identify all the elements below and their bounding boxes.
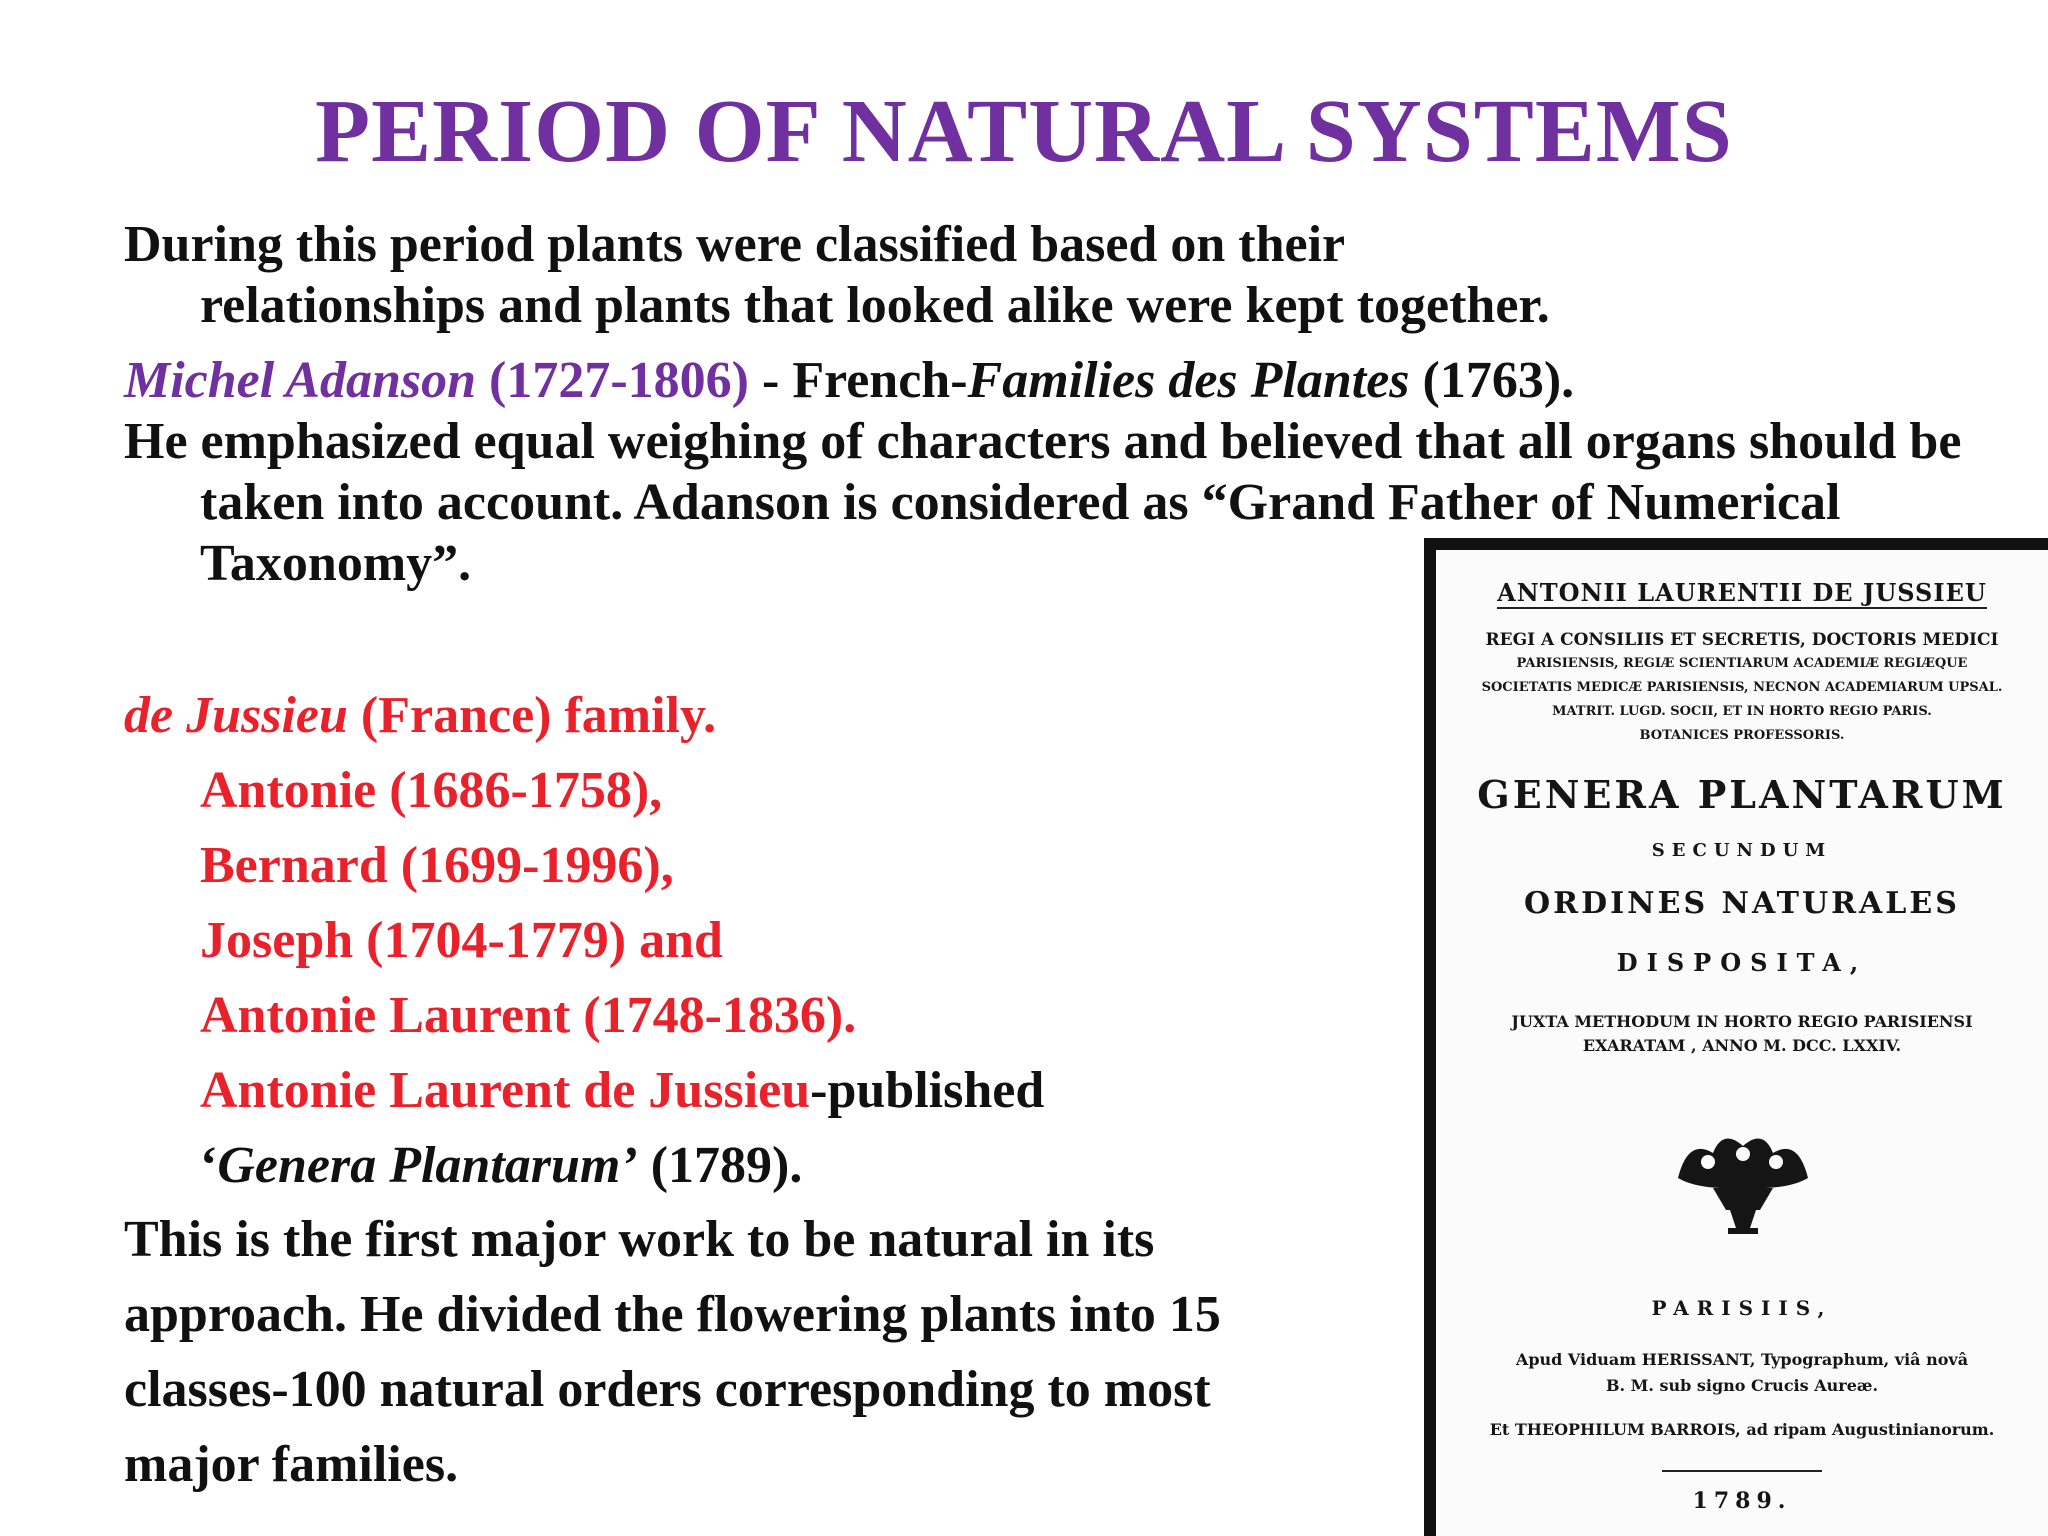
intro-paragraph <box>124 214 2024 336</box>
quote-open: ‘ <box>200 1137 218 1194</box>
genera-plantarum-title-page-image <box>1424 538 2048 1536</box>
book-line: BOTANICES PROFESSORIS. <box>1639 728 1845 743</box>
book-printer-line: B. M. sub signo Crucis Aureæ. <box>1605 1376 1879 1395</box>
flower-basket-ornament-icon <box>1668 1128 1818 1238</box>
adanson-year: (1763). <box>1409 352 1575 409</box>
book-printer-line: Et THEOPHILUM BARROIS, ad ripam Augustinianorum. <box>1489 1420 1995 1439</box>
adanson-nationality: - French- <box>749 352 968 409</box>
book-year: 1789. <box>1692 1488 1792 1514</box>
genera-plantarum-year: (1789). <box>637 1137 803 1194</box>
jussieu-name: de Jussieu <box>124 687 348 744</box>
genera-plantarum-title: Genera Plantarum’ <box>217 1137 638 1194</box>
jussieu-publisher: Antonie Laurent de Jussieu <box>200 1062 811 1119</box>
book-rule <box>1662 1470 1822 1472</box>
adanson-description: He emphasized equal weighing of characters and believed that all organs should be taken into account. Adanson is considered as “Grand Father of Numerical Taxonomy”. <box>124 413 1962 592</box>
book-ordines: ORDINES NATURALES <box>1524 886 1960 921</box>
jussieu-family <box>124 678 1044 1203</box>
adanson-name: Michel Adanson <box>124 352 477 409</box>
jussieu-member: Antonie Laurent (1748-1836). <box>200 987 857 1044</box>
book-exaratam: EXARATAM , ANNO M. DCC. LXXIV. <box>1582 1036 1902 1055</box>
adanson-dates: (1727-1806) <box>476 352 749 409</box>
jussieu-country: (France) family. <box>347 687 717 744</box>
book-line: PARISIENSIS, REGIÆ SCIENTIARUM ACADEMIÆ REGIÆQUE <box>1516 656 1968 671</box>
book-author: ANTONII LAURENTII DE JUSSIEU <box>1497 578 1987 607</box>
closing-paragraph: This is the first major work to be natural in its approach. He divided the flowering plants into 15 classes-100 natural orders corresponding to most major families. <box>124 1211 1221 1493</box>
book-secundum: SECUNDUM <box>1651 840 1833 861</box>
intro-line-2: relationships and plants that looked alike were kept together. <box>200 277 1550 334</box>
book-city: PARISIIS, <box>1651 1296 1833 1320</box>
book-line: MATRIT. LUGD. SOCII, ET IN HORTO REGIO PARIS. <box>1552 704 1932 719</box>
book-juxta: JUXTA METHODUM IN HORTO REGIO PARISIENSI <box>1511 1012 1973 1031</box>
intro-line-1: During this period plants were classified based on their <box>124 216 1346 273</box>
jussieu-member: Bernard (1699-1996), <box>200 837 674 894</box>
adanson-work: Families des Plantes <box>967 352 1410 409</box>
slide-title: PERIOD OF NATURAL SYSTEMS <box>315 82 1733 181</box>
jussieu-member: Joseph (1704-1779) and <box>200 912 723 969</box>
book-disposita: DISPOSITA, <box>1616 948 1868 977</box>
book-page <box>1436 550 2048 1536</box>
book-printer-line: Apud Viduam HERISSANT, Typographum, viâ novâ <box>1515 1350 1969 1369</box>
jussieu-member: Antonie (1686-1758), <box>200 762 663 819</box>
book-line: SOCIETATIS MEDICÆ PARISIENSIS, NECNON ACADEMIARUM UPSAL. <box>1481 680 2003 695</box>
published-label: -published <box>810 1062 1045 1119</box>
book-line: REGI A CONSILIIS ET SECRETIS, DOCTORIS MEDICI <box>1485 630 1999 650</box>
book-title: GENERA PLANTARUM <box>1477 772 2007 817</box>
